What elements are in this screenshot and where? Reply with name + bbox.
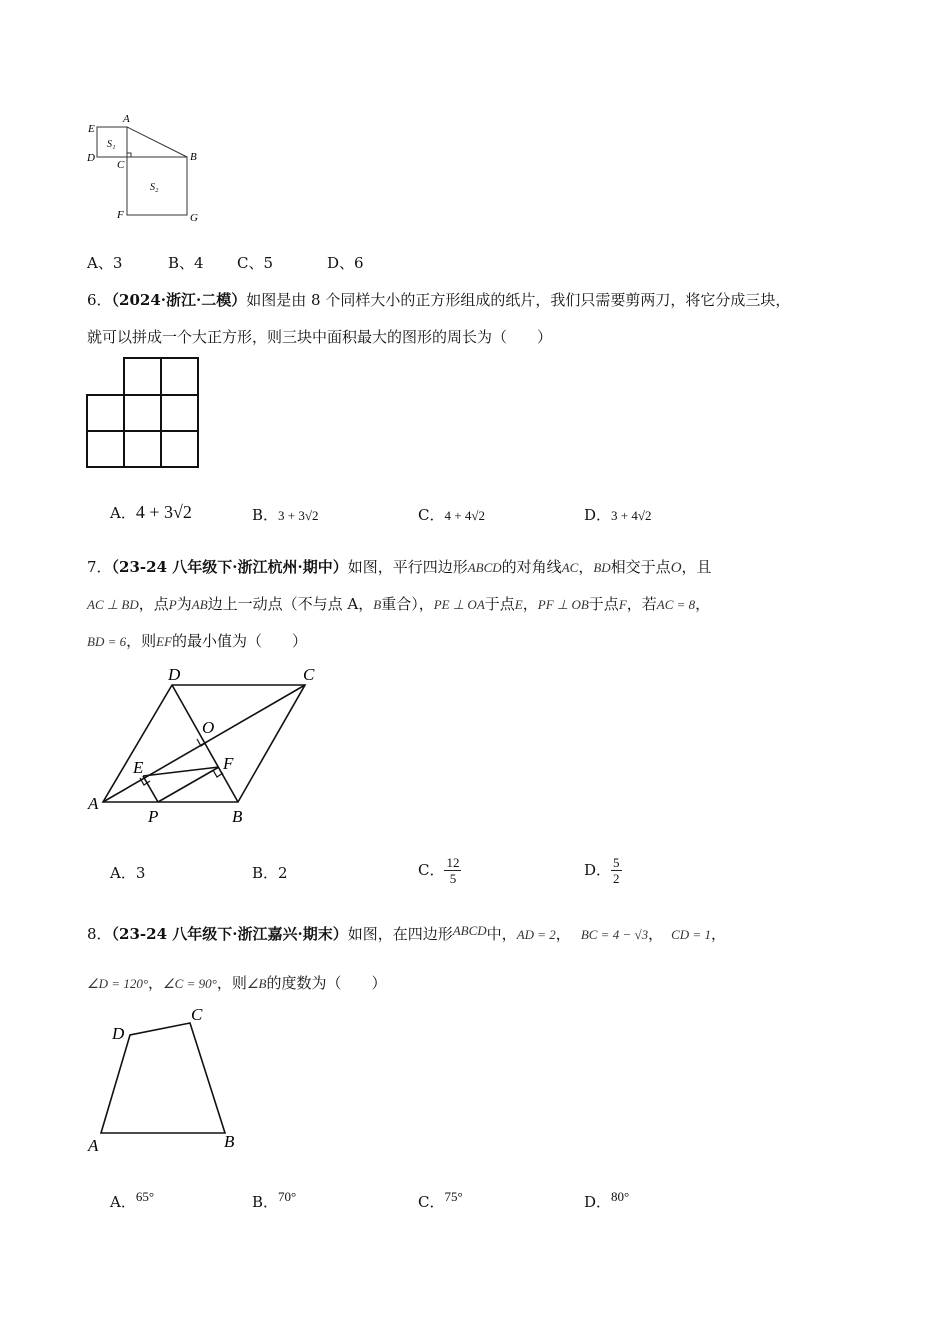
q5-option-b[interactable]: B、4	[168, 254, 204, 272]
q5-option-c[interactable]: C、5	[237, 254, 274, 272]
q6-option-a-label: A．	[110, 504, 136, 522]
q8-option-d-value: 80°	[611, 1189, 630, 1204]
q7-figure	[80, 660, 340, 830]
q8-number: 8．	[87, 925, 112, 943]
q8-figure	[80, 1000, 250, 1160]
q8-source: （23-24 八年级下·浙江嘉兴·期末）	[111, 925, 348, 943]
q6-option-a[interactable]	[110, 502, 192, 523]
q7-right-angle-f	[213, 770, 223, 777]
q8-option-d-label: D．	[584, 1193, 612, 1211]
q6-figure	[86, 357, 202, 470]
q7-math: PF ⊥ OB	[537, 597, 589, 612]
q6-option-c[interactable]	[418, 505, 485, 526]
q6-option-d-value: 3 + 4√2	[611, 508, 652, 523]
q7-label-c: C	[303, 665, 315, 684]
q7-text: 为	[176, 595, 192, 613]
q7-text: ，点	[138, 595, 169, 613]
q8-text: ，	[710, 925, 726, 943]
q5-label-e: E	[88, 123, 95, 135]
q7-source: （23-24 八年级下·浙江杭州·期中）	[111, 558, 348, 576]
q7-option-a-label: A．	[110, 864, 136, 882]
q6-option-c-label: C．	[418, 506, 445, 524]
q5-label-a: A	[123, 113, 130, 125]
q8-text: 的度数为（ ）	[266, 974, 387, 992]
q7-option-d-fraction	[611, 855, 622, 886]
q7-option-d-label: D．	[584, 861, 612, 879]
q8-option-b-value: 70°	[278, 1189, 297, 1204]
q5-label-b: B	[190, 151, 197, 163]
q7-option-c[interactable]	[418, 850, 461, 890]
q8-stem-line1	[87, 924, 726, 945]
q7-math: AC = 8	[656, 597, 696, 612]
q7-math: O	[670, 560, 682, 576]
q7-math: BD	[593, 560, 611, 575]
q8-option-c-label: C．	[418, 1193, 445, 1211]
q7-text: ，且	[681, 558, 712, 576]
q5-label-c: C	[117, 159, 125, 171]
q8-math: ∠C = 90°	[163, 976, 217, 991]
q5-figure	[80, 110, 220, 230]
q6-option-d[interactable]	[584, 505, 652, 526]
q7-stem-line2	[87, 594, 710, 615]
q7-text: 相交于点	[610, 558, 671, 576]
q5-option-a[interactable]: A、3	[87, 254, 123, 272]
q7-option-c-denominator: 5	[449, 870, 457, 886]
q7-text: 边上一动点（不与点 A，	[207, 595, 374, 613]
q5-option-d[interactable]: D、6	[327, 254, 364, 272]
q6-number: 6．	[87, 291, 112, 309]
q8-text: 如图，在四边形	[347, 925, 453, 943]
q8-option-a[interactable]	[110, 1189, 155, 1213]
q8-option-b[interactable]	[252, 1189, 297, 1213]
q7-text: ，	[578, 558, 594, 576]
q7-math: P	[168, 597, 177, 612]
q7-stem-line1	[87, 557, 712, 578]
q8-math: AD = 2	[516, 927, 556, 942]
q7-text: ，则	[126, 632, 157, 650]
q7-label-b: B	[232, 807, 243, 826]
q7-label-p: P	[148, 807, 159, 826]
q6-option-c-value: 4 + 4√2	[444, 508, 485, 523]
q7-option-d-denominator: 2	[613, 870, 620, 886]
q6-grid-outline	[87, 358, 198, 467]
q7-text: ，	[695, 595, 711, 613]
q7-label-f: F	[223, 754, 234, 773]
q8-math: BC = 4 − √3	[580, 927, 649, 942]
q7-math: AB	[191, 597, 208, 612]
q6-stem-line1	[87, 290, 790, 310]
q5-label-g: G	[190, 212, 198, 224]
q7-segment-pf	[158, 767, 219, 802]
q8-text: ，	[648, 925, 664, 943]
q7-label-d: D	[168, 665, 181, 684]
q7-math: AC	[561, 560, 579, 575]
q8-label-b: B	[224, 1132, 235, 1151]
q8-text: 中，	[486, 925, 517, 943]
q7-option-d[interactable]	[584, 850, 622, 890]
q7-label-e: E	[133, 758, 144, 777]
q8-text: ，则	[216, 974, 247, 992]
q6-text1: 如图是由 8 个同样大小的正方形组成的纸片，我们只需要剪两刀，将它分成三块，	[246, 291, 791, 309]
q8-option-c[interactable]	[418, 1189, 463, 1213]
q7-stem-line3	[87, 631, 307, 652]
q7-math: F	[618, 597, 627, 612]
q7-number: 7．	[87, 558, 112, 576]
q8-math: ∠B	[246, 976, 267, 991]
q7-math: B	[373, 597, 382, 612]
q5-label-s1: S₁	[107, 139, 116, 150]
q7-math: EF	[156, 634, 173, 649]
q8-label-a: A	[88, 1136, 99, 1155]
q8-math: ∠D = 120°	[87, 976, 149, 991]
q5-label-f: F	[117, 209, 124, 221]
q7-label-o: O	[202, 718, 215, 737]
q8-label-c: C	[191, 1005, 203, 1024]
q8-text: ，	[555, 925, 571, 943]
q7-math: E	[514, 597, 523, 612]
q7-math: AC ⊥ BD	[87, 597, 139, 612]
q8-math: ABCD	[452, 923, 487, 938]
q7-math: BD = 6	[87, 634, 127, 649]
q7-text: ，若	[626, 595, 657, 613]
q7-text: 重合），	[381, 595, 434, 613]
q6-option-a-value: 4 + 3√2	[135, 502, 192, 522]
q5-label-s2: S₂	[150, 182, 159, 193]
q7-option-a[interactable]	[110, 863, 145, 883]
q6-option-d-label: D．	[584, 506, 612, 524]
q5-right-angle-mark	[127, 153, 131, 157]
q7-text: 于点	[588, 595, 619, 613]
q7-option-c-fraction	[444, 855, 461, 886]
q7-text: 的最小值为（ ）	[172, 632, 308, 650]
q5-line-ab	[127, 127, 187, 157]
q6-option-b-value: 3 + 3√2	[278, 508, 319, 523]
q7-option-c-numerator: 12	[446, 854, 460, 870]
q7-segment-pe	[143, 776, 158, 802]
q8-text: ，	[148, 974, 164, 992]
q7-text: 于点	[484, 595, 515, 613]
q7-label-a: A	[88, 794, 99, 813]
q7-math: ABCD	[467, 560, 502, 575]
q7-option-b-value: 2	[278, 864, 288, 882]
q7-text: 的对角线	[501, 558, 562, 576]
q6-option-b-label: B．	[252, 506, 279, 524]
q8-option-a-value: 65°	[135, 1189, 155, 1204]
q6-source: （2024·浙江·二模）	[111, 291, 247, 309]
q7-text: 如图，平行四边形	[347, 558, 468, 576]
q7-option-c-label: C．	[418, 861, 445, 879]
q7-text: ，	[522, 595, 538, 613]
q6-option-b[interactable]	[252, 505, 319, 526]
q8-stem-line2	[87, 973, 386, 994]
q7-option-b[interactable]	[252, 863, 288, 883]
q7-math: PE ⊥ OA	[433, 597, 485, 612]
q7-option-b-label: B．	[252, 864, 279, 882]
q8-option-c-value: 75°	[444, 1189, 463, 1204]
q5-label-d: D	[87, 152, 95, 164]
q8-option-d[interactable]	[584, 1189, 630, 1213]
q8-option-a-label: A．	[110, 1193, 136, 1211]
q8-label-d: D	[112, 1024, 125, 1043]
q7-option-a-value: 3	[135, 864, 146, 882]
q8-math: CD = 1	[671, 927, 711, 942]
q7-option-d-numerator: 5	[613, 854, 620, 870]
q6-stem-line2: 就可以拼成一个大正方形，则三块中面积最大的图形的周长为（ ）	[87, 328, 553, 346]
q8-option-b-label: B．	[252, 1193, 279, 1211]
